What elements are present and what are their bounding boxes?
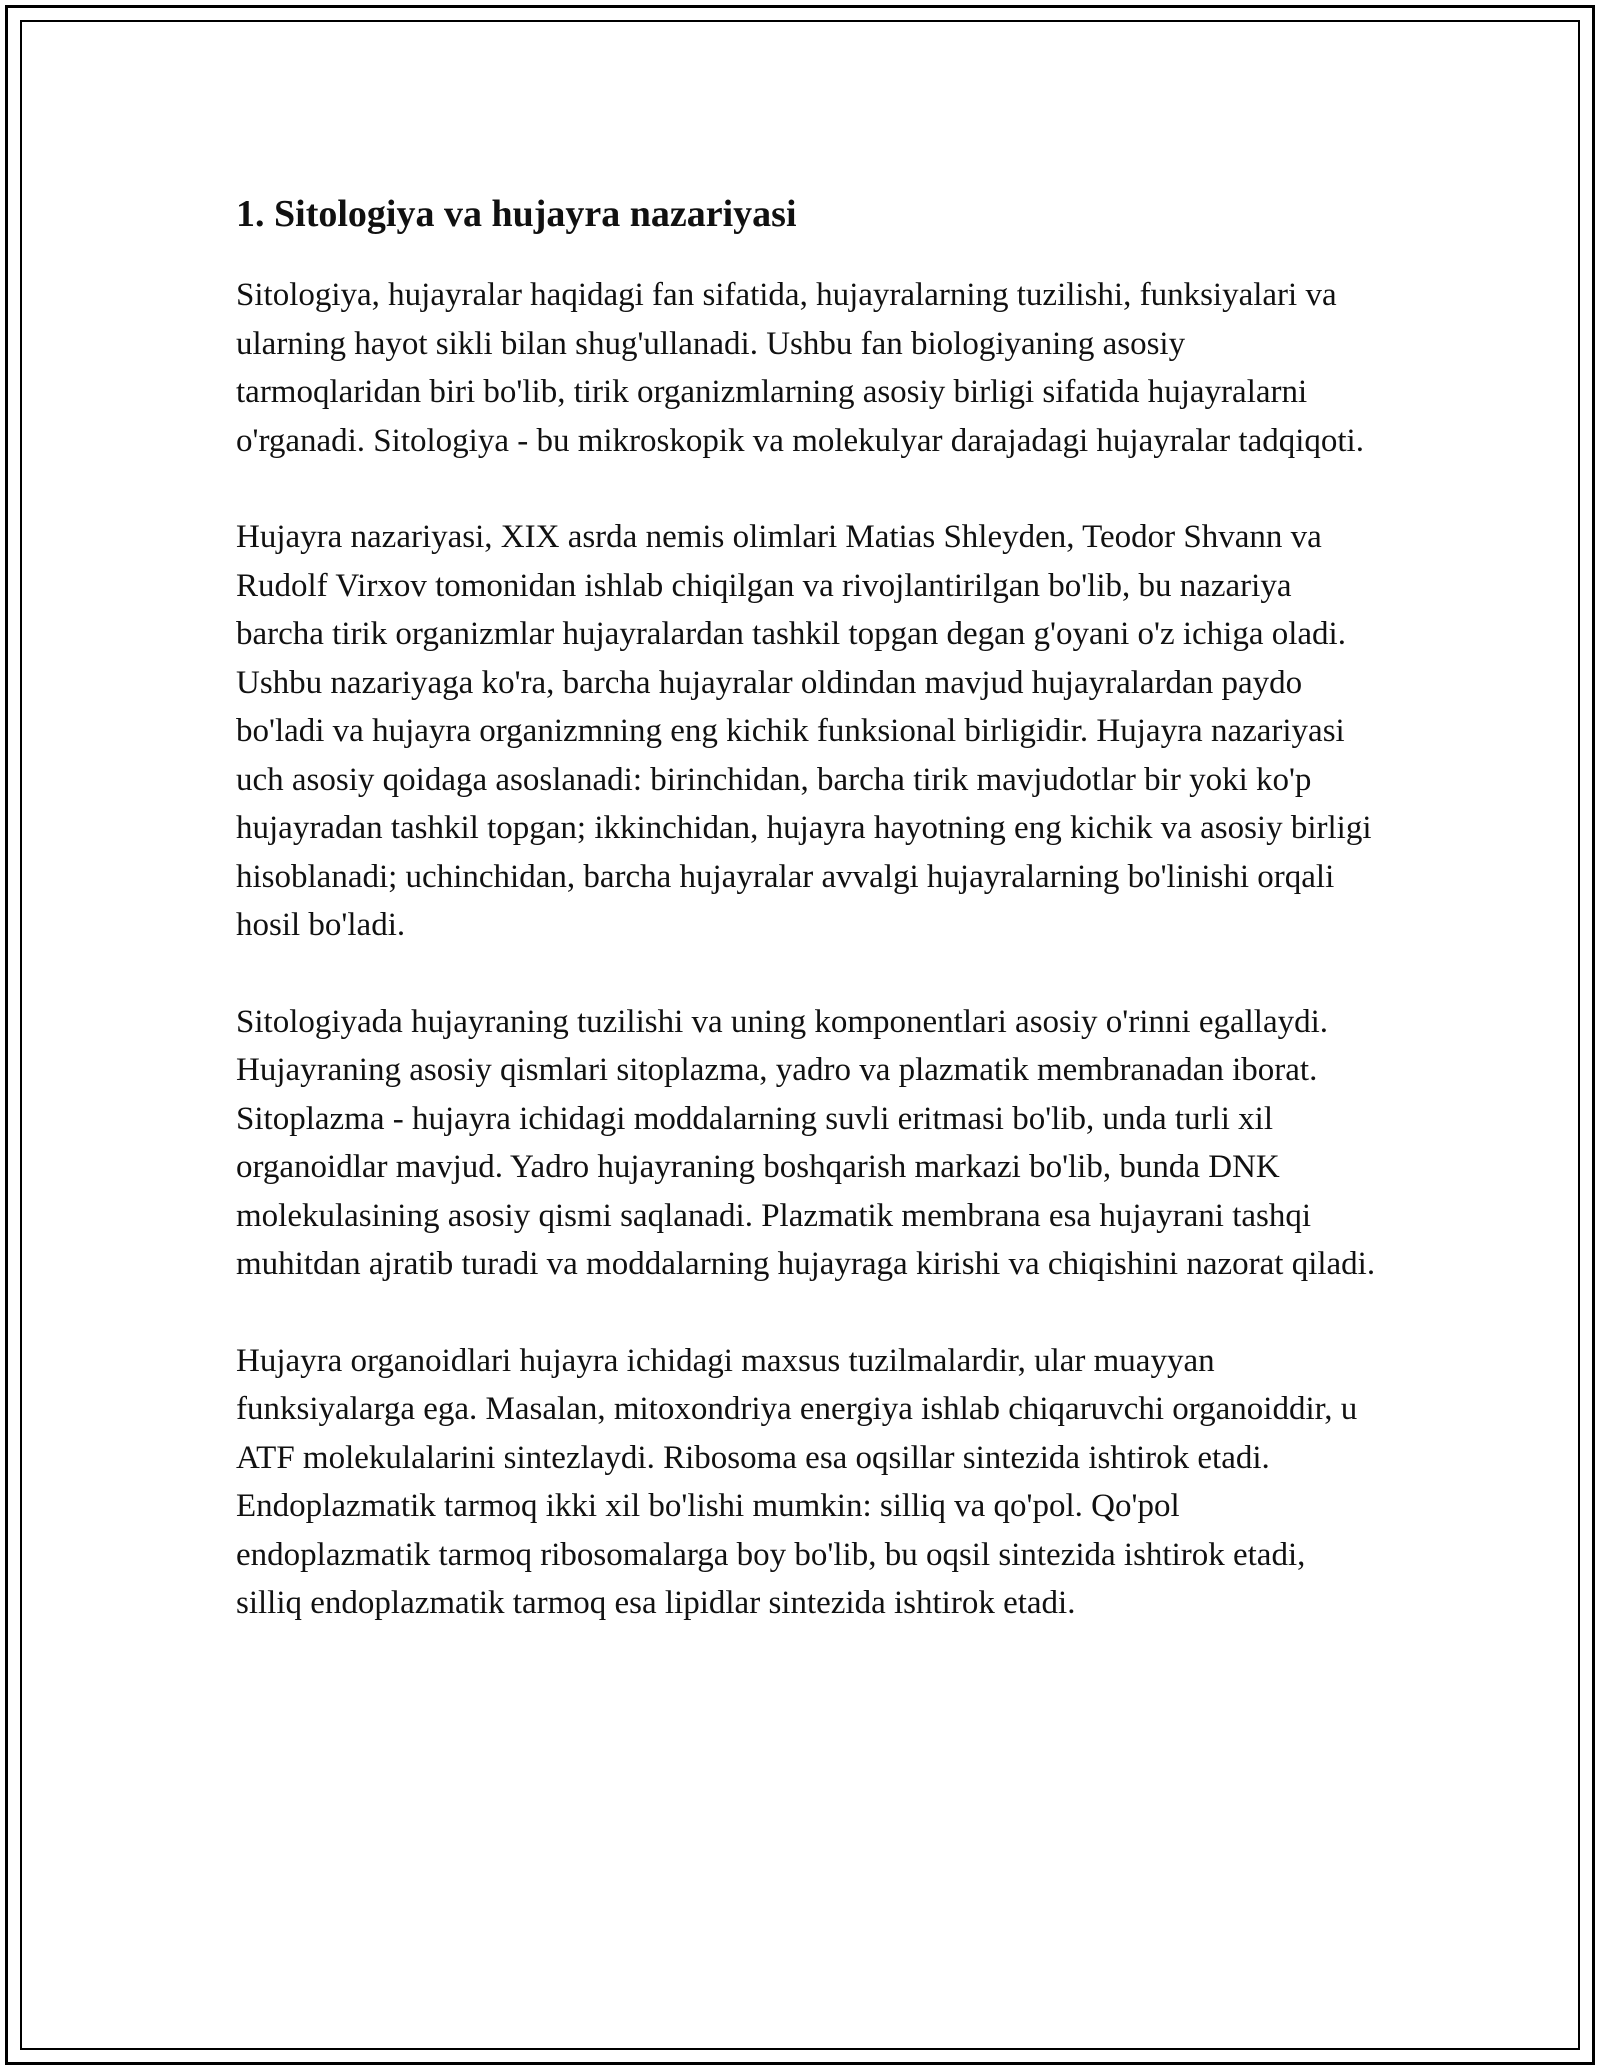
paragraph-sitologiya-definition: Sitologiya, hujayralar haqidagi fan sifatida, hujayralarning tuzilishi, funksiyalari va ularning hayot sikli bilan shug'ullanadi. Ushbu fan biologiyaning asosiy tarmoqlaridan biri bo'lib, tirik organizmlarning asosiy birligi sifatida hujayralarni o'rganadi. Sitologiya - bu mikroskopik va molekulyar darajadagi hujayralar tadqiqoti.	[236, 277, 1364, 459]
paragraph-cell-theory: Hujayra nazariyasi, XIX asrda nemis olimlari Matias Shleyden, Teodor Shvann va Rudolf Virxov tomonidan ishlab chiqilgan va rivojlantirilgan bo'lib, bu nazariya barcha tirik organizmlar hujayralardan tashkil topgan degan g'oyani o'z ichiga oladi. Ushbu nazariyaga ko'ra, barcha hujayralar oldindan mavjud hujayralardan paydo bo'ladi va hujayra organizmning eng kichik funksional birligidir. Hujayra nazariyasi uch asosiy qoidaga asoslanadi: birinchidan, barcha tirik mavjudotlar bir yoki ko'p hujayradan tashkil topgan; ikkinchidan, hujayra hayotning eng kichik va asosiy birligi hisoblanadi; uchinchidan, barcha hujayralar avvalgi hujayralarning bo'linishi orqali hosil bo'ladi.	[236, 519, 1372, 943]
paragraph-cell-structure: Sitologiyada hujayraning tuzilishi va uning komponentlari asosiy o'rinni egallaydi. Hujayraning asosiy qismlari sitoplazma, yadro va plazmatik membranadan iborat. Sitoplazma - hujayra ichidagi moddalarning suvli eritmasi bo'lib, unda turli xil organoidlar mavjud. Yadro hujayraning boshqarish markazi bo'lib, bunda DNK molekulasining asosiy qismi saqlanadi. Plazmatik membrana esa hujayrani tashqi muhitdan ajratib turadi va moddalarning hujayraga kirishi va chiqishini nazorat qiladi.	[236, 1003, 1376, 1282]
document-body	[236, 186, 1376, 1676]
paragraph-organelles: Hujayra organoidlari hujayra ichidagi maxsus tuzilmalardir, ular muayyan funksiyalarga ega. Masalan, mitoxondriya energiya ishlab chiqaruvchi organoiddir, u ATF molekulalarini sintezlaydi. Ribosoma esa oqsillar sintezida ishtirok etadi. Endoplazmatik tarmoq ikki xil bo'lishi mumkin: silliq va qo'pol. Qo'pol endoplazmatik tarmoq ribosomalarga boy bo'lib, bu oqsil sintezida ishtirok etadi, silliq endoplazmatik tarmoq esa lipidlar sintezida ishtirok etadi.	[236, 1342, 1358, 1621]
section-heading: 1. Sitologiya va hujayra nazariyasi	[236, 193, 797, 235]
